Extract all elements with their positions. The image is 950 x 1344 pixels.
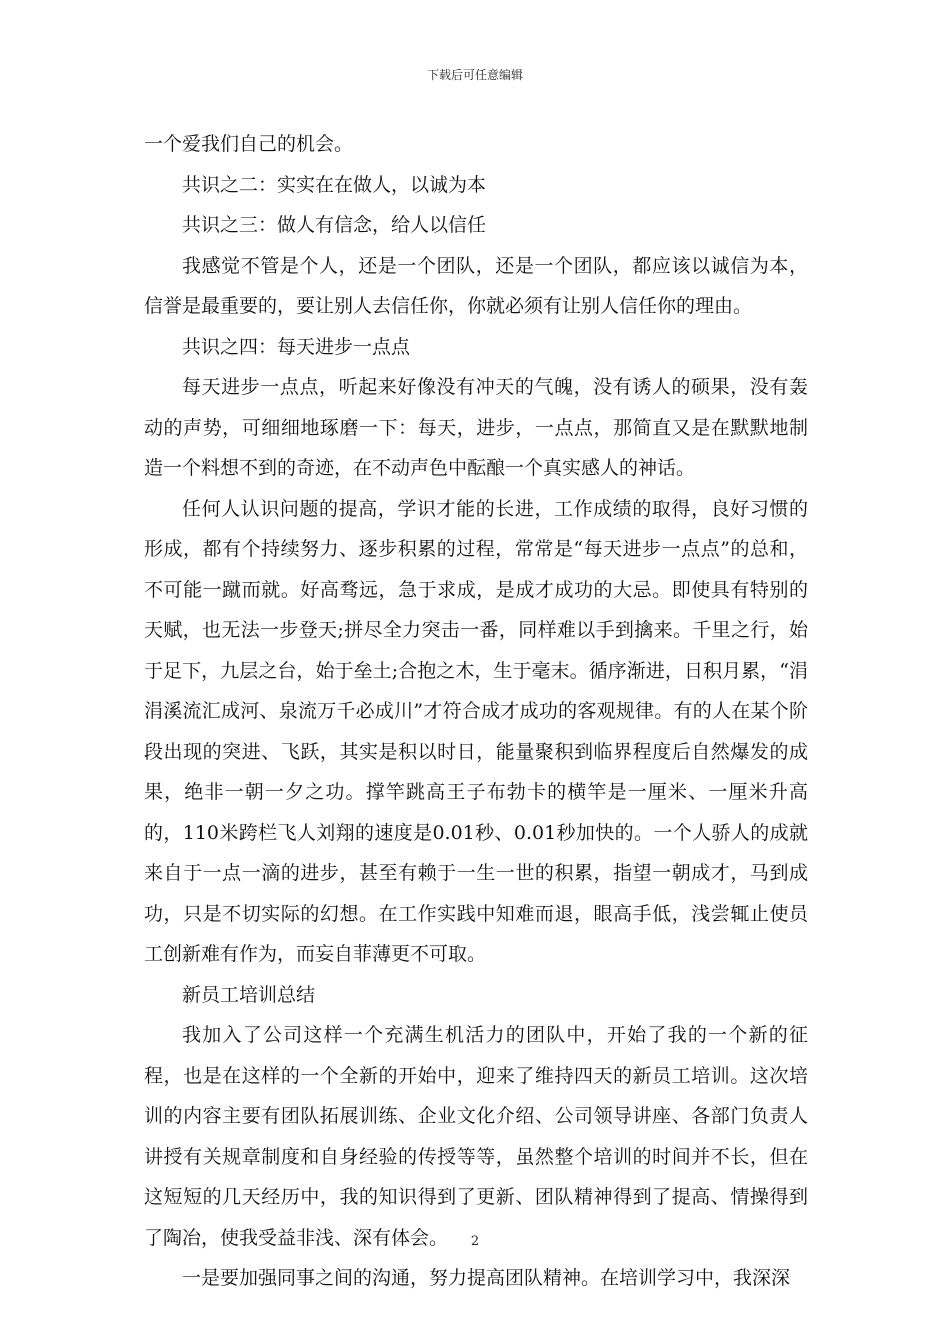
heading-consensus-two: 共识之二：实实在在做人，以诚为本 (182, 173, 487, 196)
paragraph: 任何人认识问题的提高，学识才能的长进，工作成绩的取得，良好习惯的形成，都有个持续努力、逐步积累的过程，常常是“每天进步一点点”的总和，不可能一蹴而就。好高骛远，急于求成，是成才成功的大忌。即使具有特别的天赋，也无法一步登天;拼尽全力突击一番，同样难以手到擒来。千里之行，始于足下，九层之台，始于垒土;合抱之木，生于毫末。循序渐进，日积月累，“涓涓溪流汇成河、泉流万千必成川”才符合成才成功的客观规律。有的人在某个阶段出现的突进、飞跃，其实是积以时日，能量聚积到临界程度后自然爆发的成果，绝非一朝一夕之功。撑竿跳高王子布勃卡的横竿是一厘米、一厘米升高的，110米跨栏飞人刘翔的速度是0.01秒、0.01秒加快的。一个人骄人的成就来自于一点一滴的进步，甚至有赖于一生一世的积累，指望一朝成才，马到成功，只是不切实际的幻想。在工作实践中知难而退，眼高手低，浅尝辄止使员工创新难有作为，而妄自菲薄更不可取。 (144, 497, 808, 965)
paragraph: 每天进步一点点，听起来好像没有冲天的气魄，没有诱人的硕果，没有轰动的声势，可细细地琢磨一下：每天，进步，一点点，那简直又是在默默地制造一个料想不到的奇迹，在不动声色中酝酿一个真实感人的神话。 (144, 376, 808, 479)
page-number: 2 (470, 1234, 480, 1249)
paragraph: 我加入了公司这样一个充满生机活力的团队中，开始了我的一个新的征程，也是在这样的一个全新的开始中，迎来了维持四天的新员工培训。这次培训的内容主要有团队拓展训练、企业文化介绍、公司领导讲座、各部门负责人讲授有关规章制度和自身经验的传授等等，虽然整个培训的时间并不长，但在这短短的几天经历中，我的知识得到了更新、团队精神得到了提高、情操得到了陶冶，使我受益非浅、深有体会。 (144, 1024, 808, 1249)
heading-training-summary: 新员工培训总结 (182, 983, 316, 1006)
document-body (144, 124, 808, 1299)
paragraph: 我感觉不管是个人，还是一个团队，还是一个团队，都应该以诚信为本，信誉是最重要的，要让别人去信任你，你就必须有让别人信任你的理由。 (144, 254, 808, 317)
paragraph: 一是要加强同事之间的沟通，努力提高团队精神。在培训学习中，我深深 (182, 1267, 791, 1289)
page-header: 下载后可任意编辑 (426, 68, 523, 82)
heading-consensus-four: 共识之四：每天进步一点点 (182, 335, 411, 358)
heading-consensus-three: 共识之三：做人有信念，给人以信任 (182, 214, 487, 236)
paragraph: 一个爱我们自己的机会。 (144, 133, 354, 155)
